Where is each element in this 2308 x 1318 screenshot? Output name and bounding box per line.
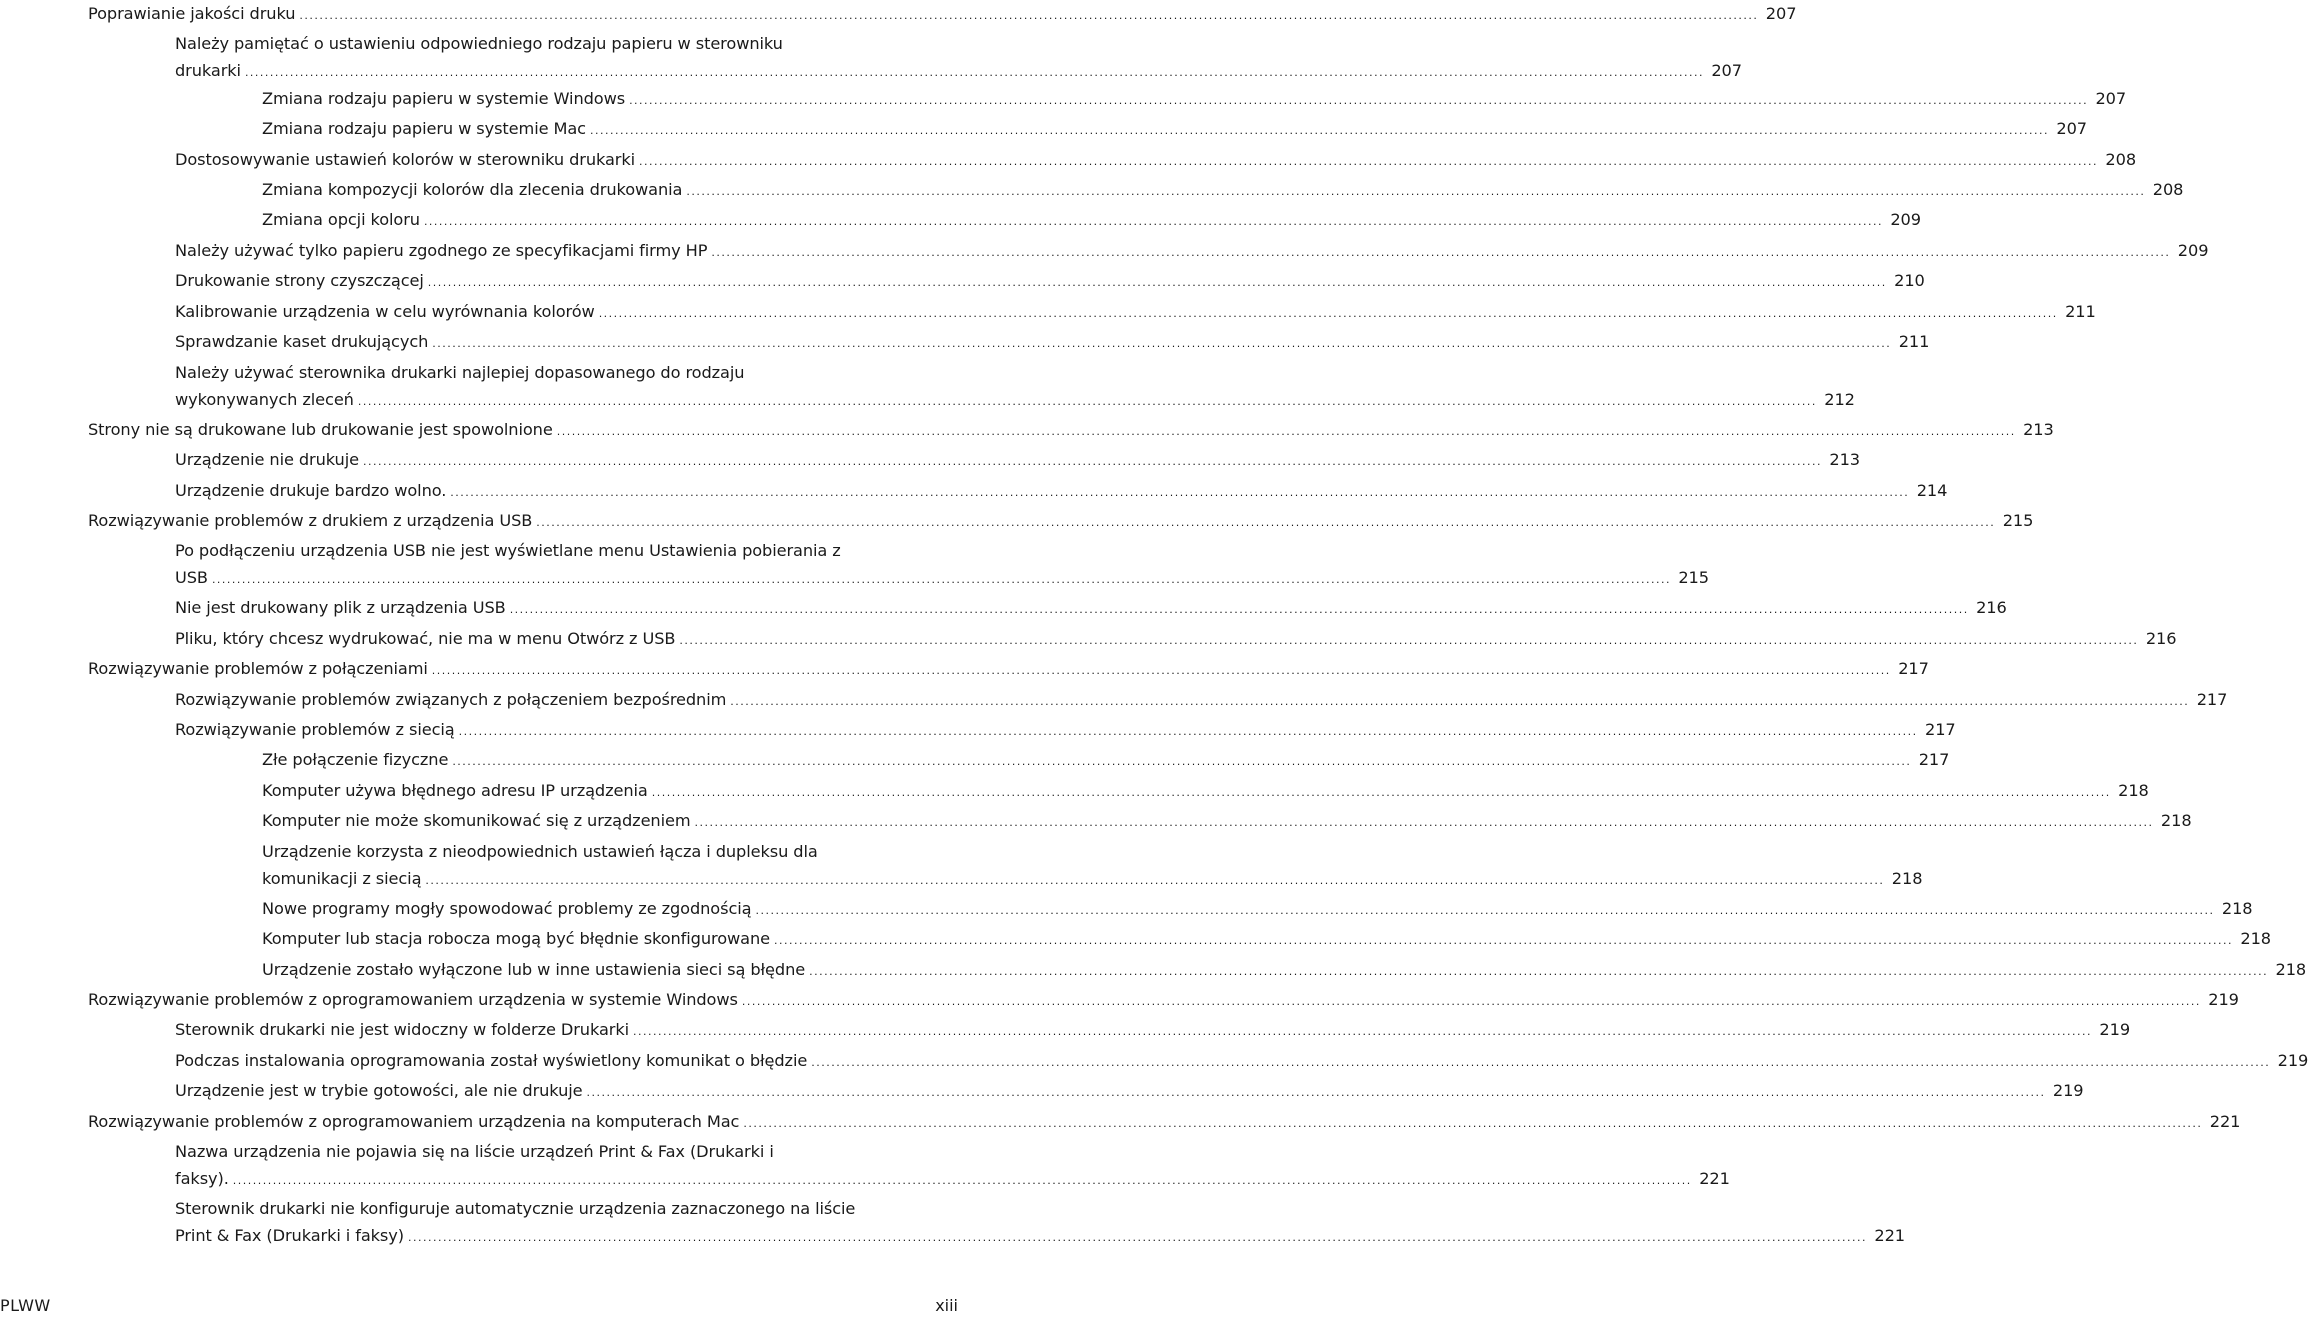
toc-entry[interactable] xyxy=(175,477,1948,504)
toc-entry[interactable] xyxy=(175,298,2096,325)
toc-entry-page: 221 xyxy=(2209,1112,2241,1131)
toc-entry-title: Rozwiązywanie problemów związanych z połączeniem bezpośrednim xyxy=(175,690,727,709)
dot-leader xyxy=(811,1049,2270,1076)
toc-entry[interactable] xyxy=(262,925,2272,952)
toc-entry-title: Komputer lub stacja robocza mogą być błędnie skonfigurowane xyxy=(262,929,770,948)
toc-entry-page: 217 xyxy=(1898,659,1929,678)
dot-leader xyxy=(428,269,1887,296)
toc-entry-title: Rozwiązywanie problemów z siecią xyxy=(175,720,455,739)
toc-entry[interactable] xyxy=(175,446,1860,473)
toc-entry-page: 221 xyxy=(1874,1226,1905,1245)
toc-entry[interactable] xyxy=(175,359,1855,413)
toc-entry-title: Zmiana rodzaju papieru w systemie Windows xyxy=(262,89,626,108)
toc-entry-title: Kalibrowanie urządzenia w celu wyrównania kolorów xyxy=(175,302,595,321)
toc-entry-title: Sterownik drukarki nie jest widoczny w folderze Drukarki xyxy=(175,1020,630,1039)
toc-entry-page: 209 xyxy=(2177,241,2209,260)
toc-entry[interactable] xyxy=(262,895,2253,922)
toc-entry-title: drukarki xyxy=(175,61,241,80)
dot-leader xyxy=(408,1224,1867,1251)
toc-entry-title: Sprawdzanie kaset drukujących xyxy=(175,332,429,351)
toc-entry[interactable] xyxy=(175,30,1742,84)
dot-leader xyxy=(711,239,2170,266)
toc-entry-title: Urządzenie jest w trybie gotowości, ale nie drukuje xyxy=(175,1081,583,1100)
toc-entry[interactable] xyxy=(175,537,1709,591)
toc-entry-title-line1: Nazwa urządzenia nie pojawia się na liście urządzeń Print & Fax (Drukarki i xyxy=(175,1142,774,1161)
dot-leader xyxy=(432,330,1891,357)
dot-leader xyxy=(633,1018,2092,1045)
toc-entry-title: komunikacji z siecią xyxy=(262,869,422,888)
dot-leader xyxy=(233,1167,1692,1194)
toc-entry-page: 207 xyxy=(1765,4,1797,23)
dot-leader xyxy=(425,867,1884,894)
toc-entry-title: Urządzenie zostało wyłączone lub w inne ustawienia sieci są błędne xyxy=(262,960,806,979)
dot-leader xyxy=(587,1079,2046,1106)
toc-entry[interactable] xyxy=(88,507,2034,534)
dot-leader xyxy=(536,509,1995,536)
dot-leader xyxy=(245,59,1704,86)
toc-entry-page: 211 xyxy=(2065,302,2096,321)
dot-leader xyxy=(459,718,1918,745)
toc-entry-page: 207 xyxy=(2056,119,2087,138)
toc-entry[interactable] xyxy=(175,1016,2131,1043)
toc-entry[interactable] xyxy=(88,416,2054,443)
footer-locale-code: PLWW xyxy=(0,1296,51,1315)
toc-entry[interactable] xyxy=(175,146,2137,173)
toc-entry-page: 209 xyxy=(1890,210,1921,229)
dot-leader xyxy=(679,627,2138,654)
dot-leader xyxy=(424,208,1883,235)
toc-entry-title: faksy). xyxy=(175,1169,229,1188)
dot-leader xyxy=(652,779,2111,806)
toc-entry[interactable] xyxy=(175,237,2209,264)
toc-entry[interactable] xyxy=(175,328,1930,355)
dot-leader xyxy=(686,178,2145,205)
dot-leader xyxy=(452,748,1911,775)
toc-entry-page: 214 xyxy=(1916,481,1948,500)
toc-entry-page: 219 xyxy=(2099,1020,2131,1039)
toc-entry-title: Dostosowywanie ustawień kolorów w sterowniku drukarki xyxy=(175,150,636,169)
dot-leader xyxy=(639,148,2098,175)
dot-leader xyxy=(599,300,2058,327)
toc-entry-page: 218 xyxy=(2160,811,2192,830)
dot-leader xyxy=(755,897,2214,924)
toc-entry-page: 217 xyxy=(2196,690,2228,709)
toc-entry-title: Komputer nie może skomunikować się z urządzeniem xyxy=(262,811,691,830)
toc-entry-page: 208 xyxy=(2105,150,2137,169)
toc-entry[interactable] xyxy=(262,777,2149,804)
toc-entry-page: 219 xyxy=(2208,990,2239,1009)
toc-entry-page: 218 xyxy=(2221,899,2253,918)
toc-entry-title: Rozwiązywanie problemów z oprogramowaniem urządzenia w systemie Windows xyxy=(88,990,738,1009)
toc-entry-page: 218 xyxy=(2275,960,2307,979)
toc-entry[interactable] xyxy=(262,115,2087,142)
toc-entry-title: Drukowanie strony czyszczącej xyxy=(175,271,424,290)
toc-entry[interactable] xyxy=(262,206,1921,233)
toc-entry-title: Podczas instalowania oprogramowania został wyświetlony komunikat o błędzie xyxy=(175,1051,808,1070)
toc-entry[interactable] xyxy=(175,716,1956,743)
toc-entry-page: 218 xyxy=(1891,869,1923,888)
toc-entry-title: Print & Fax (Drukarki i faksy) xyxy=(175,1226,404,1245)
toc-entry[interactable] xyxy=(88,0,1797,27)
toc-entry-title-line1: Sterownik drukarki nie konfiguruje automatycznie urządzenia zaznaczonego na liście xyxy=(175,1199,856,1218)
toc-entry-title: Poprawianie jakości druku xyxy=(88,4,296,23)
footer-page-number: xiii xyxy=(935,1296,958,1315)
toc-entry-title: Rozwiązywanie problemów z drukiem z urządzenia USB xyxy=(88,511,533,530)
dot-leader xyxy=(695,809,2154,836)
toc-entry[interactable] xyxy=(262,746,1950,773)
toc-entry[interactable] xyxy=(88,655,1929,682)
toc-entry-page: 207 xyxy=(1711,61,1742,80)
toc-entry-page: 212 xyxy=(1824,390,1855,409)
toc-entry[interactable] xyxy=(175,1077,2084,1104)
toc-entry-page: 218 xyxy=(2118,781,2149,800)
toc-entry-title: Komputer używa błędnego adresu IP urządzenia xyxy=(262,781,648,800)
toc-entry-page: 217 xyxy=(1918,750,1950,769)
dot-leader xyxy=(299,2,1758,29)
dot-leader xyxy=(742,988,2201,1015)
toc-entry-title: Należy używać tylko papieru zgodnego ze specyfikacjami firmy HP xyxy=(175,241,708,260)
toc-entry-page: 216 xyxy=(1976,598,2007,617)
toc-entry-page: 219 xyxy=(2052,1081,2084,1100)
toc-entry[interactable] xyxy=(262,176,2184,203)
toc-entry-title: Rozwiązywanie problemów z połączeniami xyxy=(88,659,428,678)
dot-leader xyxy=(743,1110,2202,1137)
toc-entry-title-line1: Urządzenie korzysta z nieodpowiednich ustawień łącza i dupleksu dla xyxy=(262,842,818,861)
dot-leader xyxy=(730,688,2189,715)
toc-entry-page: 215 xyxy=(1678,568,1709,587)
toc-entry-title: USB xyxy=(175,568,208,587)
dot-leader xyxy=(363,448,1822,475)
toc-entry[interactable] xyxy=(262,85,2127,112)
dot-leader xyxy=(809,958,2268,985)
dot-leader xyxy=(629,87,2088,114)
toc-entry-page: 217 xyxy=(1925,720,1956,739)
toc-entry-title: Nie jest drukowany plik z urządzenia USB xyxy=(175,598,506,617)
toc-entry-page: 213 xyxy=(2023,420,2054,439)
dot-leader xyxy=(557,418,2016,445)
toc-entry-title-line1: Po podłączeniu urządzenia USB nie jest wyświetlane menu Ustawienia pobierania z xyxy=(175,541,841,560)
toc-entry-title: Zmiana rodzaju papieru w systemie Mac xyxy=(262,119,586,138)
dot-leader xyxy=(510,596,1969,623)
toc-entry-title: Zmiana kompozycji kolorów dla zlecenia drukowania xyxy=(262,180,683,199)
toc-entry-page: 207 xyxy=(2095,89,2127,108)
toc-entry-title: Strony nie są drukowane lub drukowanie jest spowolnione xyxy=(88,420,553,439)
toc-entry[interactable] xyxy=(262,956,2307,983)
toc-entry-title: Urządzenie drukuje bardzo wolno. xyxy=(175,481,447,500)
dot-leader xyxy=(774,927,2233,954)
toc-entry[interactable] xyxy=(175,1195,1905,1249)
toc-entry-page: 221 xyxy=(1699,1169,1730,1188)
toc-entry-page: 218 xyxy=(2240,929,2272,948)
toc-entry[interactable] xyxy=(262,838,1923,892)
toc-entry[interactable] xyxy=(175,267,1925,294)
toc-entry[interactable] xyxy=(262,807,2192,834)
toc-entry-page: 208 xyxy=(2152,180,2184,199)
toc-entry-title-line1: Należy pamiętać o ustawieniu odpowiedniego rodzaju papieru w sterowniku xyxy=(175,34,783,53)
dot-leader xyxy=(212,566,1671,593)
toc-entry[interactable] xyxy=(175,594,2007,621)
toc-entry[interactable] xyxy=(175,1138,1730,1192)
toc-entry-page: 210 xyxy=(1894,271,1925,290)
toc-entry-title-line1: Należy używać sterownika drukarki najlepiej dopasowanego do rodzaju xyxy=(175,363,745,382)
dot-leader xyxy=(450,479,1909,506)
dot-leader xyxy=(432,657,1891,684)
toc-entry-page: 211 xyxy=(1898,332,1930,351)
toc-entry-title: Złe połączenie fizyczne xyxy=(262,750,449,769)
dot-leader xyxy=(590,117,2049,144)
toc-entry[interactable] xyxy=(175,686,2228,713)
toc-entry[interactable] xyxy=(175,1047,2308,1074)
toc-entry-title: Rozwiązywanie problemów z oprogramowaniem urządzenia na komputerach Mac xyxy=(88,1112,740,1131)
toc-entry-page: 215 xyxy=(2002,511,2034,530)
toc-entry-page: 219 xyxy=(2277,1051,2308,1070)
toc-entry[interactable] xyxy=(88,1108,2241,1135)
toc-entry-title: Urządzenie nie drukuje xyxy=(175,450,359,469)
dot-leader xyxy=(358,388,1817,415)
toc-entry[interactable] xyxy=(175,625,2177,652)
toc-entry-title: Pliku, który chcesz wydrukować, nie ma w menu Otwórz z USB xyxy=(175,629,676,648)
toc-entry-page: 216 xyxy=(2145,629,2177,648)
toc-entry-title: wykonywanych zleceń xyxy=(175,390,354,409)
toc-entry-page: 213 xyxy=(1829,450,1860,469)
toc-entry[interactable] xyxy=(88,986,2239,1013)
toc-entry-title: Nowe programy mogły spowodować problemy ze zgodnością xyxy=(262,899,752,918)
toc-entry-title: Zmiana opcji koloru xyxy=(262,210,420,229)
